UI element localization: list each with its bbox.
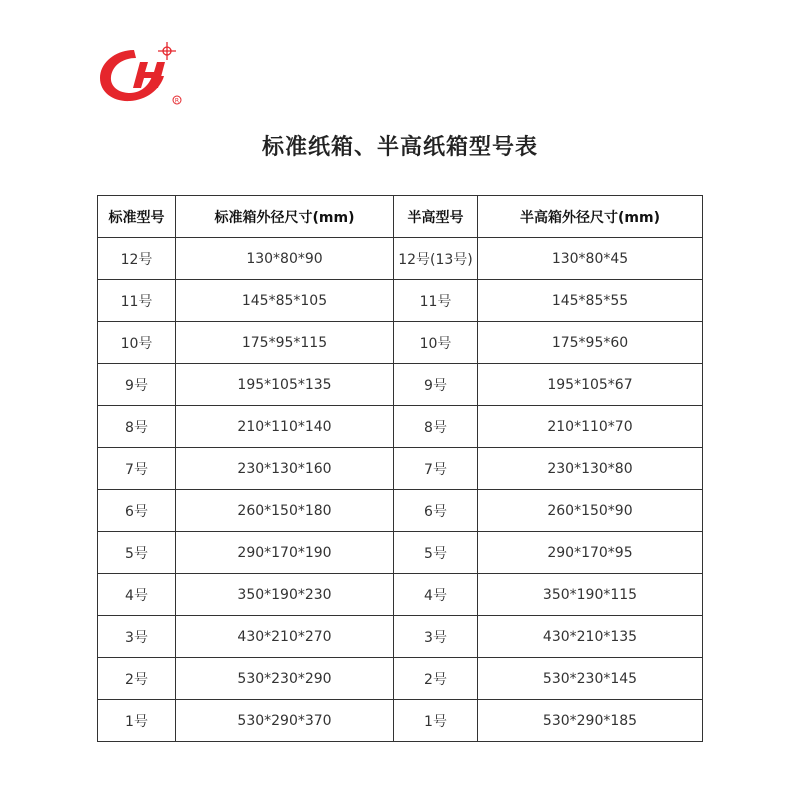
jh-logo-icon	[94, 38, 186, 108]
half-model-cell: 3号	[394, 616, 478, 658]
table-row	[98, 658, 703, 700]
standard-size-cell: 175*95*115	[176, 322, 394, 364]
half-size-cell: 210*110*70	[478, 406, 703, 448]
header-half-model: 半高型号	[394, 196, 478, 238]
standard-model-cell: 3号	[98, 616, 176, 658]
half-model-cell: 12号(13号)	[394, 238, 478, 280]
table-row	[98, 700, 703, 742]
table-row	[98, 490, 703, 532]
standard-model-cell: 7号	[98, 448, 176, 490]
header-standard-size: 标准箱外径尺寸(mm)	[176, 196, 394, 238]
table-row	[98, 532, 703, 574]
table-row	[98, 574, 703, 616]
standard-size-cell: 430*210*270	[176, 616, 394, 658]
half-model-cell: 7号	[394, 448, 478, 490]
half-model-cell: 11号	[394, 280, 478, 322]
half-size-cell: 530*290*185	[478, 700, 703, 742]
standard-model-cell: 12号	[98, 238, 176, 280]
half-model-cell: 10号	[394, 322, 478, 364]
half-model-cell: 9号	[394, 364, 478, 406]
header-half-size: 半高箱外径尺寸(mm)	[478, 196, 703, 238]
header-standard-model: 标准型号	[98, 196, 176, 238]
half-size-cell: 130*80*45	[478, 238, 703, 280]
half-model-cell: 2号	[394, 658, 478, 700]
table-row	[98, 616, 703, 658]
standard-size-cell: 260*150*180	[176, 490, 394, 532]
half-size-cell: 260*150*90	[478, 490, 703, 532]
standard-model-cell: 9号	[98, 364, 176, 406]
table-row	[98, 448, 703, 490]
table-row	[98, 280, 703, 322]
table-row	[98, 364, 703, 406]
half-size-cell: 530*230*145	[478, 658, 703, 700]
standard-size-cell: 350*190*230	[176, 574, 394, 616]
half-size-cell: 350*190*115	[478, 574, 703, 616]
standard-model-cell: 8号	[98, 406, 176, 448]
standard-model-cell: 11号	[98, 280, 176, 322]
page-title: 标准纸箱、半高纸箱型号表	[261, 135, 538, 160]
standard-size-cell: 195*105*135	[176, 364, 394, 406]
standard-model-cell: 5号	[98, 532, 176, 574]
standard-size-cell: 530*290*370	[176, 700, 394, 742]
table-header-row	[98, 196, 703, 238]
standard-model-cell: 1号	[98, 700, 176, 742]
standard-model-cell: 6号	[98, 490, 176, 532]
svg-text:R: R	[174, 97, 180, 105]
standard-model-cell: 2号	[98, 658, 176, 700]
standard-model-cell: 10号	[98, 322, 176, 364]
half-size-cell: 430*210*135	[478, 616, 703, 658]
standard-size-cell: 530*230*290	[176, 658, 394, 700]
half-size-cell: 145*85*55	[478, 280, 703, 322]
half-model-cell: 5号	[394, 532, 478, 574]
half-size-cell: 175*95*60	[478, 322, 703, 364]
standard-size-cell: 210*110*140	[176, 406, 394, 448]
half-model-cell: 1号	[394, 700, 478, 742]
half-model-cell: 4号	[394, 574, 478, 616]
standard-size-cell: 130*80*90	[176, 238, 394, 280]
half-size-cell: 195*105*67	[478, 364, 703, 406]
standard-size-cell: 230*130*160	[176, 448, 394, 490]
half-size-cell: 230*130*80	[478, 448, 703, 490]
standard-size-cell: 145*85*105	[176, 280, 394, 322]
standard-size-cell: 290*170*190	[176, 532, 394, 574]
table-row	[98, 238, 703, 280]
half-model-cell: 8号	[394, 406, 478, 448]
standard-model-cell: 4号	[98, 574, 176, 616]
table-row	[98, 322, 703, 364]
half-size-cell: 290*170*95	[478, 532, 703, 574]
table-row	[98, 406, 703, 448]
half-model-cell: 6号	[394, 490, 478, 532]
carton-size-table	[97, 195, 703, 742]
